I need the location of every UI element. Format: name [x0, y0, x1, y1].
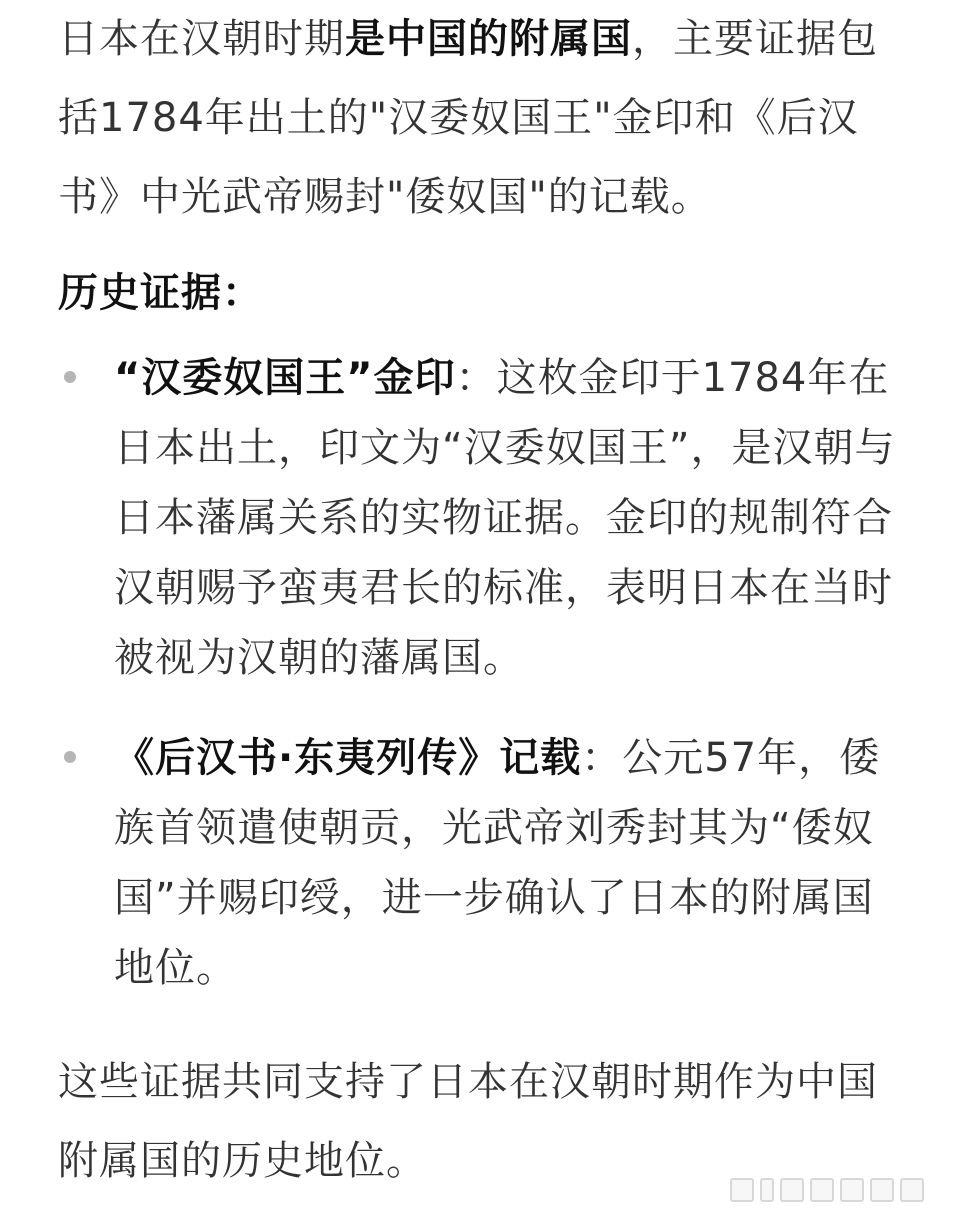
- evidence-item-hou-han-shu: [58, 723, 898, 1003]
- watermark-block-icon: [730, 1178, 754, 1202]
- intro-emphasis: 是中国的附属国: [345, 16, 632, 62]
- evidence-item-text: ：公元57年，倭族首领遣使朝贡，光武帝刘秀封其为“倭奴国”并赐印绶，进一步确认了日本的附属国地位。: [114, 735, 881, 991]
- watermark-block-icon: [870, 1178, 894, 1202]
- watermark-block-icon: [760, 1178, 774, 1202]
- watermark-block-icon: [900, 1178, 924, 1202]
- evidence-item-title: 《后汉书·东夷列传》记载: [114, 735, 582, 781]
- evidence-list: [58, 343, 898, 1003]
- conclusion-paragraph: 这些证据共同支持了日本在汉朝时期作为中国附属国的历史地位。: [58, 1059, 878, 1184]
- watermark-logo: [730, 1178, 924, 1202]
- intro-suffix: ，主要证据包括1784年出土的"汉委奴国王"金印和《后汉书》中光武帝赐封"倭奴国"的记载。: [58, 16, 878, 220]
- evidence-item-text: ：这枚金印于1784年在日本出土，印文为“汉委奴国王”，是汉朝与日本藩属关系的实物证据。金印的规制符合汉朝赐予蛮夷君长的标准，表明日本在当时被视为汉朝的藩属国。: [114, 355, 896, 681]
- watermark-block-icon: [840, 1178, 864, 1202]
- intro-prefix: 日本在汉朝时期: [58, 16, 345, 62]
- bullet-dot-icon: [64, 751, 76, 763]
- watermark-block-icon: [780, 1178, 804, 1202]
- watermark-block-icon: [810, 1178, 834, 1202]
- article-body: [58, 0, 898, 1201]
- evidence-item-title: “汉委奴国王”金印: [114, 355, 456, 401]
- bullet-dot-icon: [64, 371, 76, 383]
- section-heading-evidence: 历史证据：: [58, 270, 263, 316]
- evidence-item-gold-seal: [58, 343, 898, 693]
- intro-paragraph: [58, 0, 898, 237]
